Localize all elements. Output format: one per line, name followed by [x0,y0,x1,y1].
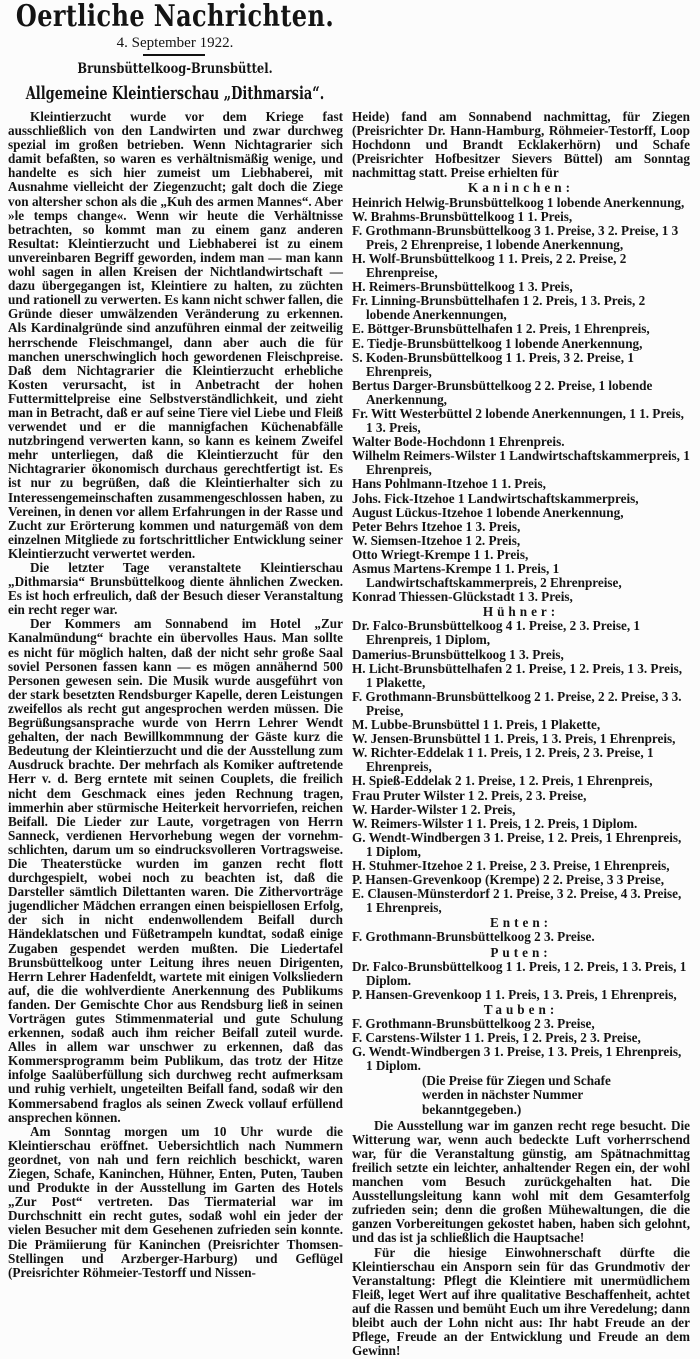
prize-section [352,916,690,944]
prize-entry: W. Reimers-Wilster 1 1. Preis, 1 2. Preis, 1 Diplom. [352,815,638,831]
prize-section [352,181,690,604]
prize-entry: H. Reimers-Brunsbüttelkoog 1 3. Preis, [352,279,573,295]
prize-entry: E. Tiedje-Brunsbüttelkoog 1 lobende Anerkennung, [352,335,643,351]
prize-entry: H. Stuhmer-Itzehoe 2 1. Preise, 2 3. Preise, 1 Ehrenpreis, [352,857,670,873]
prize-entry: Heinrich Helwig-Brunsbüttelkoog 1 lobende Anerkennung, [352,194,685,210]
prize-entry: Wilhelm Reimers-Wilster 1 Landwirtschaftskammerpreis, 1 Ehrenpreis, [352,448,690,478]
section-heading: Kaninchen: [468,180,574,196]
prize-entry: M. Lubbe-Brunsbüttel 1 1. Preis, 1 Plakette, [352,717,601,733]
prize-entry: F. Grothmann-Brunsbüttelkoog 3 1. Preise, 3 2. Preise, 1 3 Preis, 2 Ehrenpreise, 1 lobende Anerkennung, [352,222,679,252]
prize-entry: H. Spieß-Eddelak 2 1. Preise, 1 2. Preis, 1 Ehrenpreis, [352,773,653,789]
article-paragraph: Kleintierzucht wurde vor dem Kriege fast ausschließlich von den Landwirten und zwar durchweg spezial im großen betrieben. Wenn Nichtagrarier sich damit befaßten, so waren es verhältnismäßig wenige, und handelte es sich hier zumeist um Liebhaberei, mit Ausnahme vielleicht der Ziegenzucht; galt doch die Ziege von altersher schon als die „Kuh des armen Mannes“. Aber »le temps change«. Wenn wir heute die Verhältnisse betrachten, so kommt man zu einem ganz anderen Resultat: Kleintierzucht und Liebhaberei ist zu einem unvereinbaren Begriff geworden, indem man — man kann wohl sagen in allen Kreisen der Nichtlandwirtschaft — dazu übergegangen ist, Kleintiere zu halten, zu züchten und rationell zu verwerten. Es kann nicht schwer fallen, die Gründe dieser umwälzenden Veränderung zu erkennen. Als Kardinalgründe sind anzuführen einmal der zeitweilig herrschende Fleischmangel, dann aber auch die für manchen unerschwinglich hoch gewordenen Fleischpreise. Daß dem Nichtagrarier die Kleintierzucht erhebliche Kosten verursacht, ist in Anbetracht der hohen Futtermittelpreise eine Selbstverständlichkeit, und zieht man in Betracht, daß er auf seine Tiere viel Liebe und Fleiß verwendet und er die mannigfachen Küchenabfälle nutzbringend verwerten kann, so kann es keinem Zweifel mehr unterliegen, daß die Kleintierzucht für den Nichtagrarier ökonomisch durchaus gerechtfertigt ist. Es ist nur zu begrüßen, daß die Kleintierhalter sich zu Interessengemeinschaften zusammengeschlossen haben, zu Vereinen, in denen vor allem Erfahrungen in der Rasse und Zucht zur Erörterung kommen und naturgemäß von dem einzelnen Mitgliede zu fortschrittlicher Entwicklung seiner Kleintierzucht verwertet werden. [8,109,343,561]
masthead [0,0,350,106]
prize-entry: Peter Behrs Itzehoe 1 3. Preis, [352,518,521,534]
prize-entry: F. Grothmann-Brunsbüttelkoog 2 1. Preise, 2 2. Preise, 3 3. Preise, [352,688,682,718]
section-heading: Tauben: [483,1001,559,1017]
divider-rule [143,54,205,56]
prize-list [352,181,690,1073]
prize-entry: Konrad Thiessen-Glückstadt 1 3. Preis, [352,589,573,605]
prize-section [352,1003,690,1073]
section-title: Oertliche Nachrichten. [15,0,335,34]
prize-section [352,605,690,915]
issue-date: 4. September 1922. [116,35,234,51]
closing-paragraph: Die Ausstellung war im ganzen recht rege besucht. Die Witterung war, wenn auch bedeckte Luft vorherrschend war, für die Veranstaltung günstig, am Spätnachmittag freilich setzte ein leichter, anhaltender Regen ein, der wohl manchen vom Besuch zurückgehalten hat. Die Ausstellungsleitung kann wohl mit dem Gesamterfolg zufrieden sein; denn die großen Mühewaltungen, die die ganzen Vorbereitungen gekostet haben, haben sich gelohnt, und das ist ja schließlich die Hauptsache! [352,1117,690,1246]
prize-entry: Dr. Falco-Brunsbüttelkoog 4 1. Preise, 2 3. Preise, 1 Ehrenpreis, 1 Diplom, [352,618,641,648]
prize-entry: F. Grothmann-Brunsbüttelkoog 2 3. Preise. [352,929,595,945]
prize-entry: W. Jensen-Brunsbüttel 1 1. Preis, 1 3. Preis, 1 Ehrenpreis, [352,731,676,747]
prize-entry: W. Harder-Wilster 1 2. Preis, [352,801,516,817]
prize-entry: G. Wendt-Windbergen 3 1. Preise, 1 2. Preis, 1 Ehrenpreis, 1 Diplom, [352,829,682,859]
prize-entry: H. Licht-Brunsbüttelhafen 2 1. Preise, 1 2. Preis, 1 3. Preis, 1 Plakette, [352,660,683,690]
prize-entry: E. Böttger-Brunsbüttelhafen 1 2. Preis, 1 Ehrenpreis, [352,321,650,337]
section-heading: Enten: [489,915,553,931]
prize-entry: S. Koden-Brunsbüttelkoog 1 1. Preis, 3 2. Preise, 1 Ehrenpreis, [352,349,634,379]
closing-paragraph: Für die hiesige Einwohnerschaft dürfte die Kleintierschau ein Ansporn sein für das Grundmotiv der Veranstaltung: Pflegt die Kleintiere mit unermüdlichem Fleiß, leget Wert auf ihre qualitative Beschaffenheit, achtet auf die Rassen und bemüht Euch um ihre Veredelung; dann bleibt auch der Lohn nicht aus: Ihr habt Freude an der Pflege, Freude an der Entwicklung und Freude an dem Gewinn! [352,1244,690,1359]
section-heading: Hühner: [482,604,560,620]
prize-entry: P. Hansen-Grevenkoop (Krempe) 2 2. Preise, 3 3 Preise, [352,872,665,888]
prize-entry: August Lückus-Itzehoe 1 lobende Anerkennung, [352,504,624,520]
prize-entry: Fr. Linning-Brunsbüttelhafen 1 2. Preis, 1 3. Preis, 2 lobende Anerkennungen, [352,293,646,323]
prize-entry: E. Clausen-Münsterdorf 2 1. Preise, 3 2. Preise, 4 3. Preise, 1 Ehrenpreis, [352,886,682,916]
prize-entry: W. Siemsen-Itzehoe 1 2. Preis, [352,532,521,548]
prize-section [352,946,690,1002]
editorial-note: (Die Preise für Ziegen und Schafe werden in nächster Nummer bekanntgegeben.) [422,1073,611,1117]
prize-entry: Bertus Darger-Brunsbüttelkoog 2 2. Preise, 1 lobende Anerkennung, [352,377,653,407]
prize-entry: F. Grothmann-Brunsbüttelkoog 2 3. Preise, [352,1016,595,1031]
closing-text [352,1119,690,1359]
prize-entry: Fr. Witt Westerbüttel 2 lobende Anerkennungen, 1 1. Preis, 1 3. Preis, [352,405,684,436]
prize-entry: Dr. Falco-Brunsbüttelkoog 1 1. Preis, 1 2. Preis, 1 3. Preis, 1 Diplom. [352,958,687,988]
article-headline: Allgemeine Kleintierschau „Dithmarsia“. [25,83,325,104]
left-column [8,110,343,1280]
place-heading: Brunsbüttelkoog-Brunsbüttel. [77,61,273,77]
prize-entry: Hans Pohlmann-Itzehoe 1 1. Preis, [352,476,546,492]
prize-entry: Damerius-Brunsbüttelkoog 1 3. Preis, [352,646,564,662]
prize-entry: G. Wendt-Windbergen 3 1. Preise, 1 3. Preis, 1 Ehrenpreis, 1 Diplom. [352,1044,682,1074]
prize-entry: W. Brahms-Brunsbüttelkoog 1 1. Preis, [352,208,573,224]
prize-entry: Asmus Martens-Krempe 1 1. Preis, 1 Landwirtschaftskammerpreis, 2 Ehrenpreise, [352,561,622,591]
prize-entry: Walter Bode-Hochdonn 1 Ehrenpreis. [352,434,565,450]
section-heading: Puten: [490,944,552,960]
prize-entry: W. Richter-Eddelak 1 1. Preis, 1 2. Preis, 2 3. Preise, 1 Ehrenpreis, [352,745,654,775]
prize-entry: H. Wolf-Brunsbüttelkoog 1 1. Preis, 2 2. Preise, 2 Ehrenpreise, [352,250,627,281]
intro-paragraph: Heide) fand am Sonnabend nachmittag, für Ziegen (Preisrichter Dr. Hann-Hamburg, Röhmeier-Testorff, Loop Hochdonn und Brandt Ecklakerhörn) und Schafe (Preisrichter Hofbesitzer Sievers Büttel) am Sonntag nachmittag statt. Preise erhielten für [352,109,690,181]
article-paragraph: Der Kommers am Sonnabend im Hotel „Zur Kanalmündung“ brachte ein übervolles Haus. Man sollte es nicht für möglich halten, daß der nicht sehr große Saal soviel Personen fassen kann — es mögen annähernd 500 Personen gewesen sein. Die Musik wurde ausgeführt von der stark besetzten Rendsburger Kapelle, deren Leistungen zweifellos als recht gut angesprochen werden müssen. Die Begrüßungsansprache wurde von Herrn Lehrer Wendt gehalten, der nach Bewillkommnung der Gäste kurz die Bedeutung der Kleintierzucht und die der Ausstellung zum Ausdruck brachte. Der mehrfach als Komiker auftretende Herr v. d. Berg erntete mit seinen Couplets, die freilich nicht dem Geschmack eines jeden Rechnung tragen, immerhin aber stürmische Heiterkeit hervorriefen, reichen Beifall. Die Lieder zur Laute, vorgetragen von Herrn Sanneck, verdienen Hervorhebung wegen der vornehm-schlichten, darum um so eindrucksvolleren Vortragsweise. Die Theaterstücke wurden im ganzen recht flott durchgespielt, wobei noch zu beachten ist, daß die Darsteller sämtlich Dilettanten waren. Die Zithervorträge jugendlicher Mädchen errangen einen beispiellosen Erfolg, der sich in nicht endenwollendem Beifall durch Händeklatschen und Füßetrampeln kundtat, sodaß einige Zugaben gespendet werden mußten. Die Liedertafel Brunsbüttelkoog unter Leitung ihres neuen Dirigenten, Herrn Lehrer Hadenfeldt, wartete mit einigen Volksliedern auf, die die wohlverdiente Anerkennung des Publikums fanden. Der Gemischte Chor aus Rendsburg ließ in seinen Vorträgen gutes Stimmenmaterial und gute Schulung erkennen, sodaß auch ihm reicher Beifall zuteil wurde. Alles in allem war unschwer zu erkennen, daß das Kommersprogramm beim Publikum, das trotz der Hitze infolge Saalüberfüllung sich durchweg recht aufmerksam und ruhig verhielt, ungeteilten Beifall fand, sodaß wir den Kommersabend fraglos als seinen Zweck vollauf erfüllend ansprechen können. [8,616,343,1125]
prize-entry: Johs. Fick-Itzehoe 1 Landwirtschaftskammerpreis, [352,490,639,506]
article-paragraph: Die letzter Tage veranstaltete Kleintierschau „Dithmarsia“ Brunsbüttelkoog diente ähnlichen Zwecken. Es ist hoch erfreulich, daß der Besuch dieser Veranstaltung ein recht reger war. [8,560,343,618]
prize-entry: P. Hansen-Grevenkoop 1 1. Preis, 1 3. Preis, 1 Ehrenpreis, [352,986,677,1002]
prize-entry: Frau Pruter Wilster 1 2. Preis, 2 3. Preise, [352,787,587,803]
prize-entry: Otto Wriegt-Krempe 1 1. Preis, [352,546,529,562]
right-column [352,110,690,1358]
prize-entry: F. Carstens-Wilster 1 1. Preis, 1 2. Preis, 2 3. Preise, [352,1030,641,1046]
article-paragraph: Am Sonntag morgen um 10 Uhr wurde die Kleintierschau eröffnet. Uebersichtlich nach Nummern geordnet, von nah und fern reichlich beschickt, waren Ziegen, Schafe, Kaninchen, Hühner, Enten, Puten, Tauben und Produkte in der Ausstellung im Garten des Hotels „Zur Post“ vertreten. Das Tiermaterial war im Durchschnitt ein recht gutes, sodaß wohl ein jeder der vielen Besucher mit dem Gesehenen zufrieden sein konnte. Die Prämiierung für Kaninchen (Preisrichter Thomsen-Stellingen und Arzberger-Harburg) und Geflügel (Preisrichter Röhmeier-Testorff und Nissen- [8,1123,343,1280]
